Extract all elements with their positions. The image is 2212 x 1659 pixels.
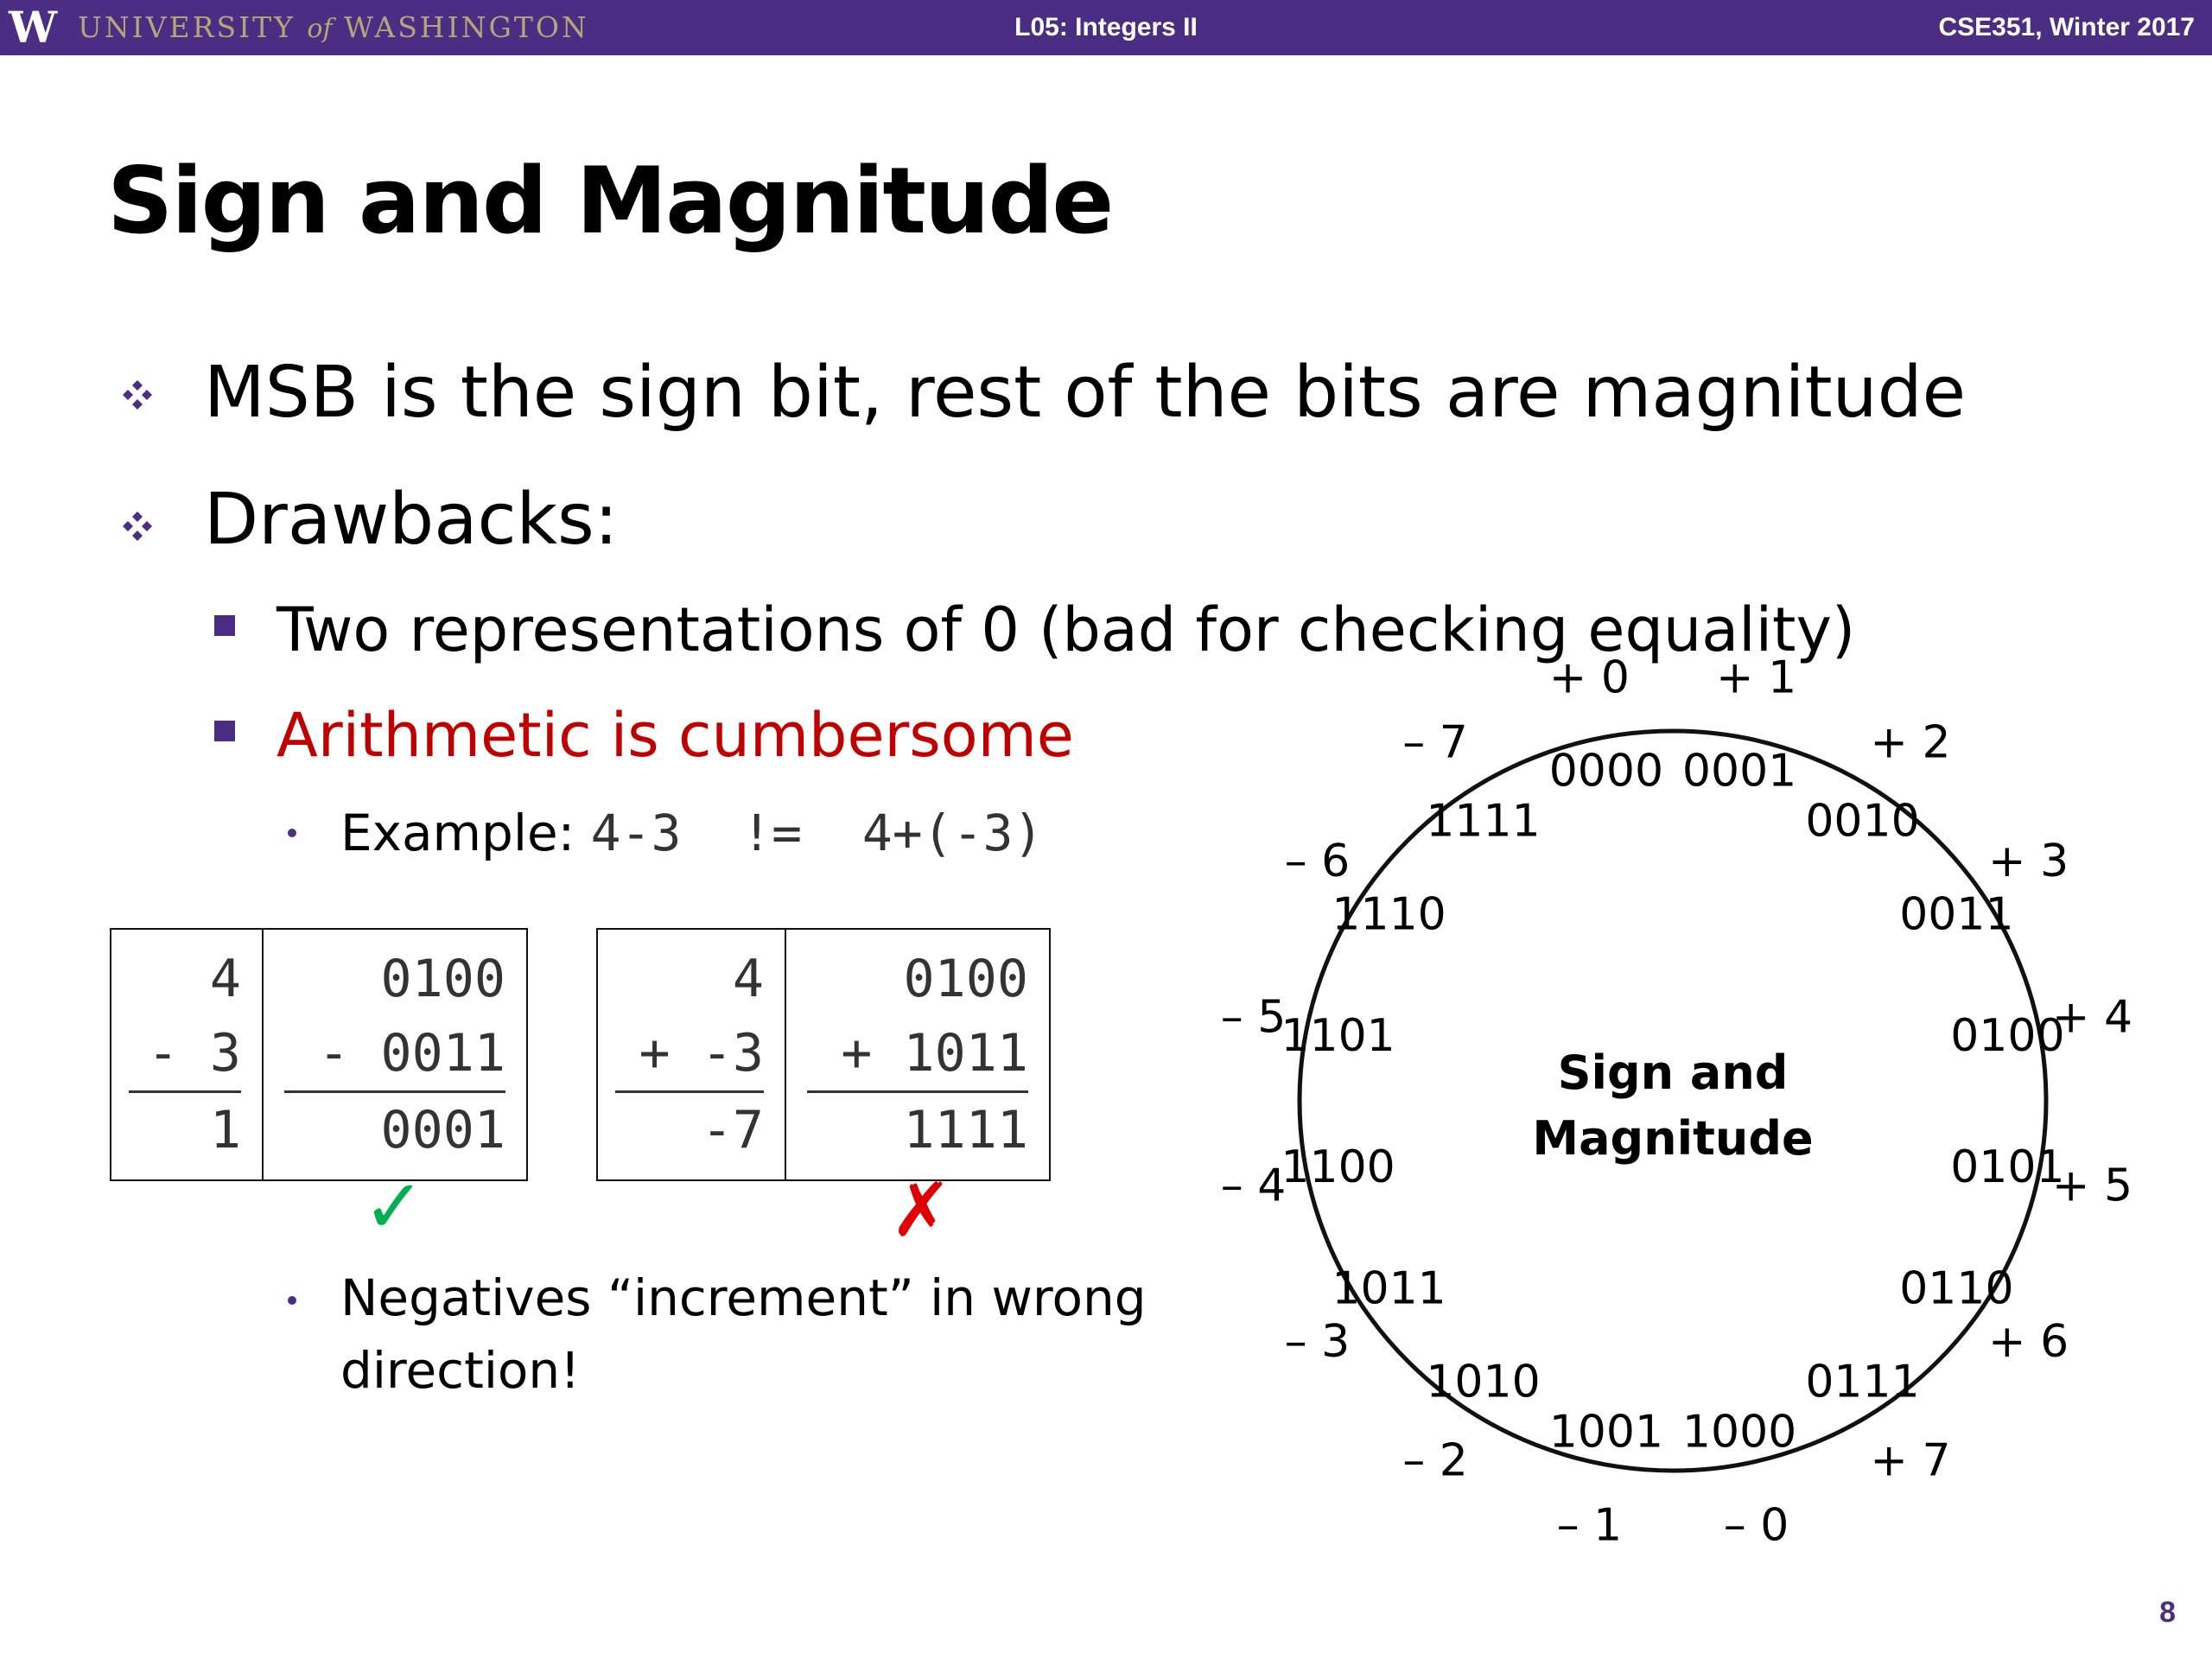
wheel-value-label: – 5 [1220,991,1287,1044]
bullet-example [340,802,1043,864]
wheel-value-label: – 1 [1556,1499,1623,1552]
wheel-bits-label: 1110 [1332,888,1446,941]
wheel-value-label: – 7 [1402,716,1468,769]
wheel-bits-label: 0101 [1950,1141,2065,1194]
calc-box-addition [596,928,1051,1181]
dot-bullet-icon [288,1296,296,1305]
calc-result: -7 [701,1100,764,1160]
wheel-value-label: + 6 [1988,1315,2069,1368]
uw-logo: W [9,2,58,53]
wheel-value-label: + 0 [1548,652,1630,704]
wheel-bits-label: 1100 [1281,1141,1395,1194]
diamond-bullet-icon [119,377,156,413]
wheel-center-line2: Magnitude [1532,1111,1814,1166]
calc-decimal-cell [111,929,263,1180]
wheel-bits-label: 1000 [1681,1406,1797,1459]
wheel-value-label: – 0 [1723,1499,1789,1552]
calc-operand: 4 [209,949,241,1009]
header-bar [0,0,2212,55]
wheel-bits-label: 0110 [1899,1262,2014,1315]
wheel-bits-label: 0111 [1805,1356,1920,1408]
calc-operand: + -3 [615,1016,764,1093]
wheel-value-label: – 4 [1220,1160,1287,1212]
university-of: of [307,14,333,44]
wheel-value-label: + 2 [1870,716,1951,769]
calc-binary-cell [785,929,1050,1180]
wheel-bits-label: 1010 [1426,1356,1541,1408]
wheel-value-label: + 1 [1716,652,1797,704]
dot-bullet-icon [288,829,296,837]
calc-box-subtraction [110,928,528,1181]
wheel-value-label: + 4 [2051,991,2133,1044]
wheel-value-label: – 2 [1402,1434,1468,1487]
wheel-bits-label: 0000 [1548,745,1664,798]
bullet-negatives: Negatives “increment” in wrong [340,1268,1147,1327]
cross-mark-icon: ✗ [890,1167,953,1254]
calc-result: 1111 [903,1100,1028,1160]
bullet-drawbacks: Drawbacks: [204,479,619,561]
wheel-bits-label: 1101 [1281,1009,1395,1062]
square-bullet-icon [214,615,235,636]
wheel-bits-label: 1001 [1548,1406,1664,1459]
example-code: 4-3 != 4+(-3) [590,804,1044,862]
wheel-bits-label: 0100 [1950,1009,2065,1062]
university-prefix: UNIVERSITY [78,10,308,44]
wheel-bits-label: 0010 [1805,795,1920,848]
wheel-value-label: – 6 [1284,836,1351,888]
bullet-negatives-cont: direction! [340,1341,581,1400]
wheel-value-label: + 3 [1988,836,2069,888]
calc-operand: + 1011 [807,1016,1028,1093]
wheel-value-label: – 3 [1284,1315,1351,1368]
sign-magnitude-wheel [1184,652,2169,1552]
course-name: CSE351, Winter 2017 [1938,13,2195,41]
wheel-value-label: + 7 [1870,1434,1951,1487]
wheel-bits-label: 1111 [1426,795,1541,848]
university-suffix: WASHINGTON [332,10,589,44]
example-label: Example: [340,804,575,862]
wheel-bits-label: 0001 [1681,745,1797,798]
lecture-title: L05: Integers II [1014,13,1198,41]
wheel-center-line1: Sign and [1557,1046,1789,1100]
calc-operand: 4 [732,949,764,1009]
wheel-bits-label: 1011 [1332,1262,1446,1315]
calc-operand: 0100 [380,949,505,1009]
calc-operand: - 3 [129,1016,241,1093]
wheel-bits-label: 0011 [1899,888,2014,941]
diamond-bullet-icon [119,508,156,544]
wheel-value-label: + 5 [2051,1160,2133,1212]
bullet-msb: MSB is the sign bit, rest of the bits are magnitude [204,352,1967,434]
calc-result: 1 [209,1100,241,1160]
bullet-two-representations: Two representations of 0 (bad for checking equality) [276,594,1856,665]
calc-operand: 0100 [903,949,1028,1009]
bullet-arithmetic: Arithmetic is cumbersome [276,700,1074,771]
check-mark-icon: ✓ [363,1164,426,1250]
slide-title: Sign and Magnitude [107,148,1113,254]
calc-decimal-cell [597,929,785,1180]
square-bullet-icon [214,721,235,741]
calc-binary-cell [263,929,527,1180]
page-number: 8 [2159,1596,2176,1629]
calc-result: 0001 [380,1100,505,1160]
calc-operand: - 0011 [284,1016,505,1093]
wheel-circle [1300,731,2046,1471]
